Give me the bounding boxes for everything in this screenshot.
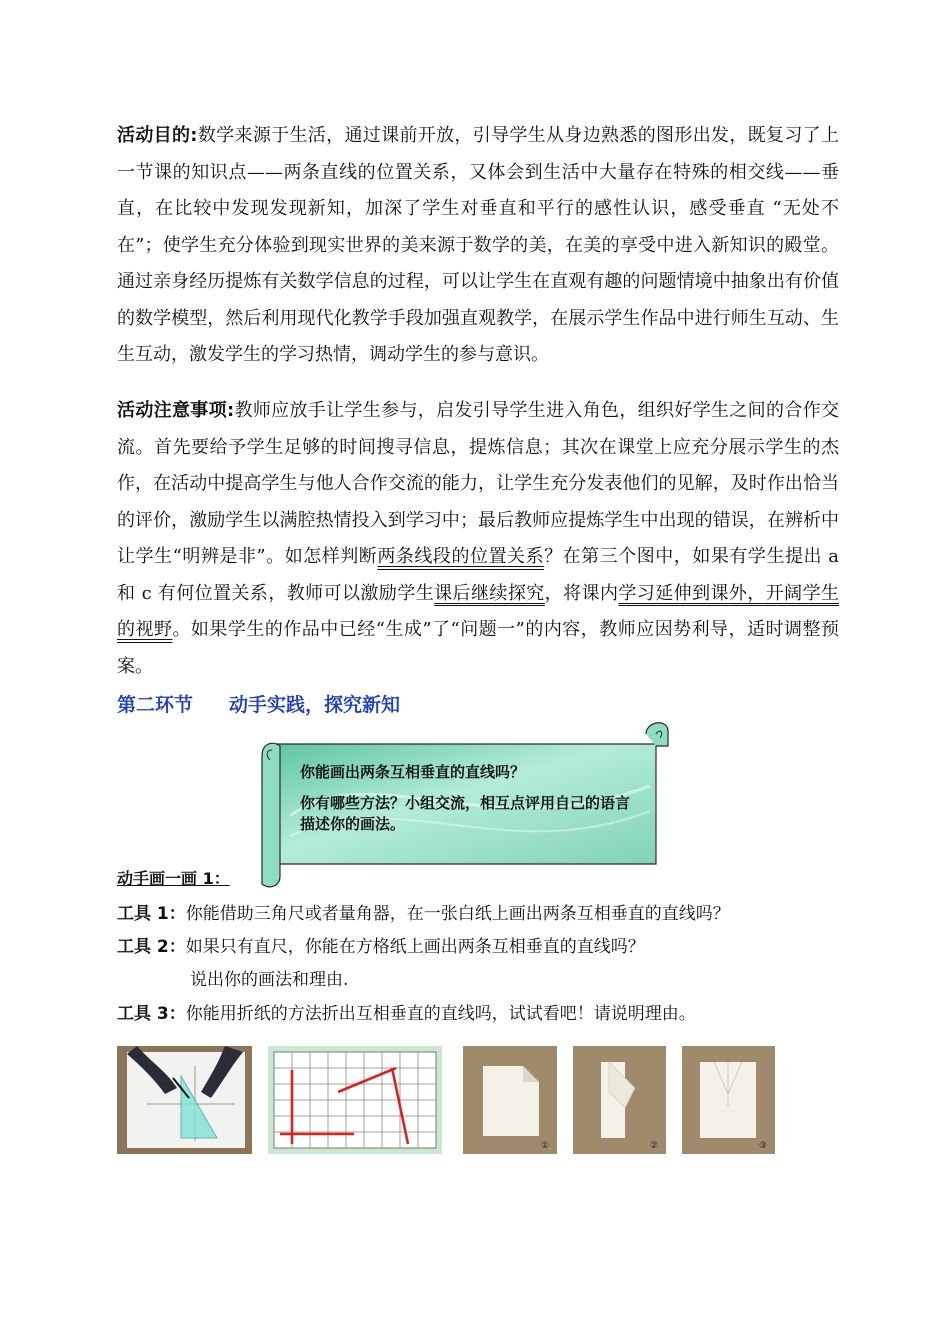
notes-text-1: 教师应放手让学生参与，启发引导学生进入角色，组织好学生之间的合作交流。首先要给予学生足够的时间搜寻信息，提炼信息；其次在课堂上应充分展示学生的杰作，在活动中提高学生与他人合作交流的能力，让学生充分发表他们的见解，及时作出恰当的评价，激励学生以满腔热情投入到学习中；最后教师应提炼学生中出现的错误，在辨析中让学生“明辨是非”。如怎样判断 [117,400,839,567]
tool-2-text: 如果只有直尺，你能在方格纸上画出两条互相垂直的直线吗？ [185,937,645,957]
fold-step-2-label: ② [650,1141,659,1151]
tool-1-label: 工具 1： [117,904,186,924]
activity-purpose-text: 数学来源于生活，通过课前开放，引导学生从身边熟悉的图形出发，既复习了上一节课的知识点——两条直线的位置关系，又体会到生活中大量存在特殊的相交线——垂直，在比较中发现发现新知，加深了学生对垂直和平行的感性认识，感受垂直 “无处不在”；使学生充分体验到现实世界的美来源于数学的美，在美的享受中进入新知识的殿堂。通过亲身经历提炼有关数学信息的过程，可以让学生在直观有趣的问题情境中抽象出有价值的数学模型，然后利用现代化教学手段加强直观教学，在展示学生作品中进行师生互动、生生互动，激发学生的学习热情，调动学生的参与意识。 [117,125,839,365]
activity-title: 动手画一画 1： [117,869,230,888]
tool-2-note-text: 说出你的画法和理由. [190,970,349,990]
grid-paper-drawing [268,1046,442,1154]
fold-step-2-photo [573,1046,666,1154]
tool-3-label: 工具 3： [117,1004,186,1024]
notes-underlined-1: 两条线段的位置关系 [377,546,545,567]
tool-3-text: 你能用折纸的方法折出互相垂直的直线吗，试试看吧！请说明理由。 [185,1004,696,1024]
scroll-text [300,762,630,845]
notes-text-3: ，将课内 [544,582,619,604]
activity-purpose-label: 活动目的: [117,125,198,146]
notes-underlined-3: 学习延伸到课外，开阔学生的视野 [117,582,840,640]
fold-step-3-label: ③ [759,1141,768,1151]
tool-1 [117,902,730,926]
triangle-ruler-photo [117,1046,252,1154]
notes-underlined-2: 课后继续探究 [434,582,545,604]
activity-notes-label: 活动注意事项: [117,400,235,421]
tool-1-text: 你能借助三角尺或者量角器，在一张白纸上画出两条互相垂直的直线吗？ [185,904,730,924]
activity-notes-paragraph [117,393,839,685]
fold-step-3-photo [682,1046,775,1154]
tool-2-note [190,968,348,992]
section-title: 动手实践，探究新知 [229,694,401,716]
tool-3 [117,1002,696,1026]
fold-step-1-label: ① [541,1141,550,1151]
scroll-question-1: 你能画出两条互相垂直的直线吗？ [300,763,526,781]
scroll-question-2: 你有哪些方法？小组交流，相互点评用自己的语言描述你的画法。 [300,794,631,833]
notes-text-4: 。如果学生的作品中已经“生成”了“问题一”的内容，教师应因势利导，适时调整预案。 [117,619,840,677]
notes-text-2: ？在第三个图中，如果有学生提出 a 和 c 有何位置关系，教师可以激励学生 [117,546,840,604]
section-heading [117,690,400,717]
tool-2-label: 工具 2： [117,937,186,957]
fold-step-1-photo [463,1046,557,1154]
section-number: 第二环节 [117,694,194,716]
tool-2 [117,935,645,959]
activity-purpose-paragraph [117,118,839,374]
